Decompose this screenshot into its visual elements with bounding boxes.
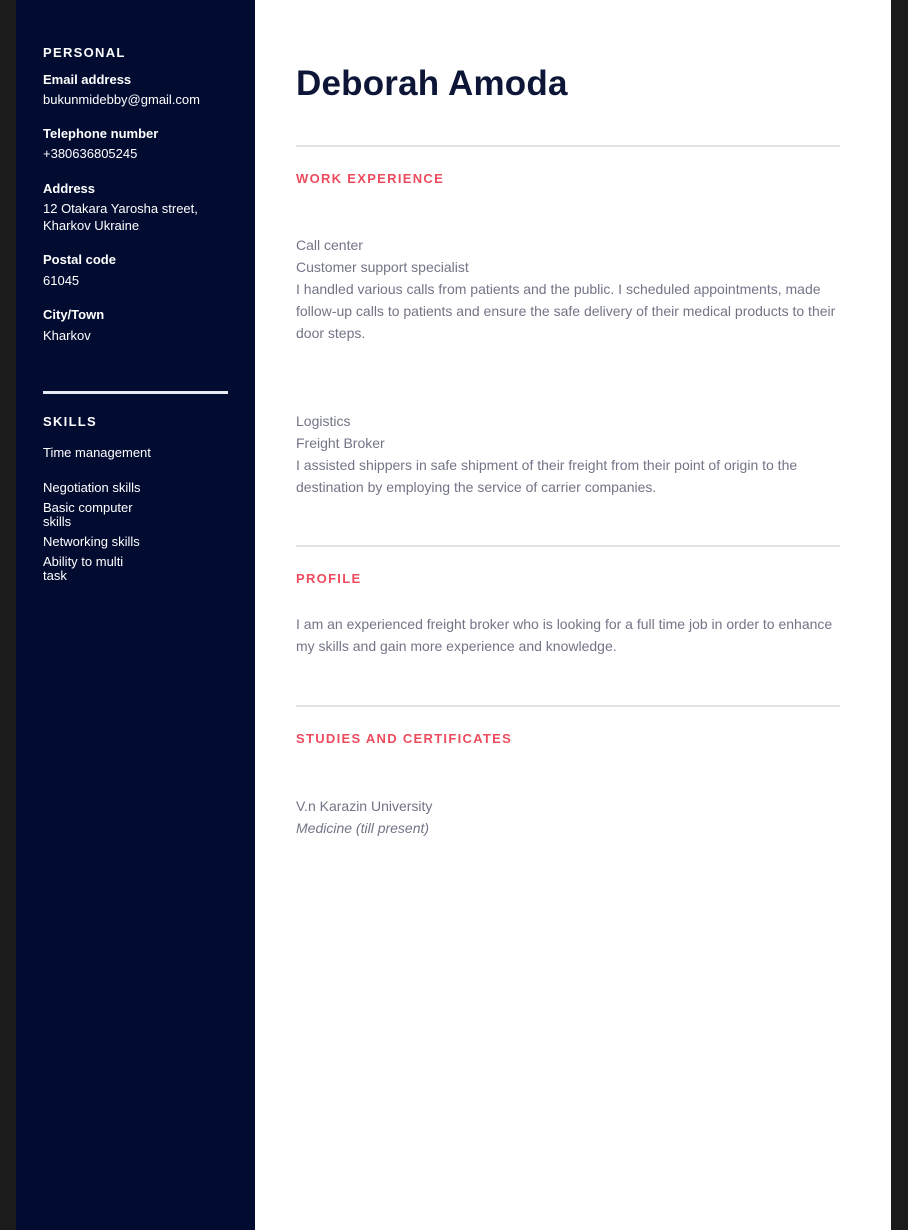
job-entry: [296, 410, 841, 498]
skill-item: Basic computer skills: [43, 500, 133, 529]
study-program: Medicine (till present): [296, 820, 430, 836]
study-institution: V.n Karazin University: [296, 798, 433, 814]
phone-value: +380636805245: [43, 146, 138, 161]
address-label: Address: [43, 181, 96, 196]
personal-heading: PERSONAL: [43, 45, 126, 60]
job-employer: Call center: [296, 237, 363, 253]
postal-label: Postal code: [43, 252, 116, 267]
skill-item: Negotiation skills: [43, 480, 141, 495]
main-content: [255, 0, 891, 1230]
studies-heading: STUDIES AND CERTIFICATES: [296, 731, 513, 746]
job-employer: Logistics: [296, 413, 351, 429]
phone-label: Telephone number: [43, 126, 159, 141]
candidate-name: Deborah Amoda: [296, 64, 568, 103]
profile-heading: PROFILE: [296, 571, 362, 586]
job-description: I handled various calls from patients and the public. I scheduled appointments, made follow-up calls to patients and ensure the safe delivery of their medical products to their door steps.: [296, 281, 836, 341]
section-divider: [296, 705, 840, 707]
job-description: I assisted shippers in safe shipment of their freight from their point of origin to the destination by employing the service of carrier companies.: [296, 457, 798, 495]
profile-text: I am an experienced freight broker who is looking for a full time job in order to enhance my skills and gain more experience and knowledge.: [296, 616, 833, 654]
job-role: Customer support specialist: [296, 259, 469, 275]
job-entry: [296, 234, 841, 344]
skill-item: Time management: [43, 445, 151, 460]
skills-heading: SKILLS: [43, 414, 98, 429]
skill-item: Ability to multi task: [43, 554, 124, 583]
sidebar: [16, 0, 255, 1230]
skill-item: Networking skills: [43, 534, 140, 549]
work-experience-heading: WORK EXPERIENCE: [296, 171, 445, 186]
section-divider: [296, 145, 840, 147]
study-entry: [296, 795, 841, 839]
section-divider: [296, 545, 840, 547]
email-label: Email address: [43, 72, 132, 87]
email-value: bukunmidebby@gmail.com: [43, 92, 200, 107]
resume-page: [16, 0, 891, 1230]
address-value: 12 Otakara Yarosha street, Kharkov Ukraine: [43, 201, 198, 233]
city-label: City/Town: [43, 307, 105, 322]
sidebar-divider: [43, 391, 228, 394]
city-value: Kharkov: [43, 328, 91, 343]
postal-value: 61045: [43, 273, 80, 288]
job-role: Freight Broker: [296, 435, 385, 451]
